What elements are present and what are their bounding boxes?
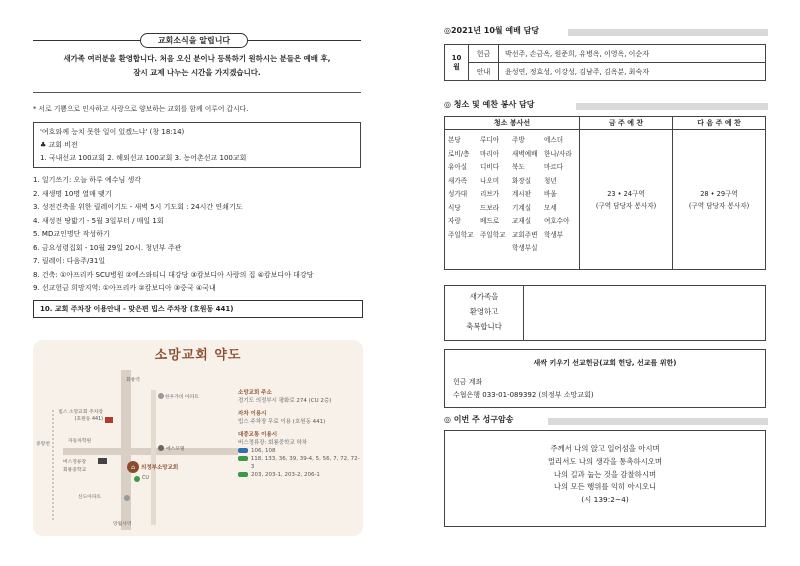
vips-marker [105, 417, 113, 423]
bus-routes: 118, 133, 36, 39, 39-4, 5, 56, 7, 72, 72-3 [250, 456, 360, 470]
area: 주방 [512, 136, 525, 144]
col-header: 다 음 주 예 찬 [673, 117, 766, 130]
car-title: 자차 이용시 [238, 411, 267, 417]
group: 마르다 [544, 163, 564, 171]
offering-title: 새싹 키우기 선교헌금(교회 헌당, 선교를 위한) [533, 359, 677, 367]
offering-account-label: 헌금 계좌 [453, 378, 483, 386]
area: 계시판 [512, 190, 532, 198]
parking-notice: 10. 교회 주차장 이용안내 - 맞은편 빕스 주차장 (호원동 441) [33, 300, 363, 318]
this-week-zones: 23 • 24구역 [607, 189, 645, 198]
news-item: 8. 건축: ①아프리카 SCU병원 ②에스와티니 대강당 ③캄보디아 사랑의 집 ④캄보디아 대강당 [33, 270, 314, 279]
group: 베드로 [480, 217, 500, 225]
map-label-stream: 중랑천 [36, 442, 50, 447]
area-col [512, 134, 544, 256]
bus-color-green [238, 472, 248, 477]
es-hotel-marker [158, 445, 164, 451]
area: 학생부실 [512, 244, 538, 252]
duty-role: 안내 [469, 63, 499, 81]
group: 디비다 [480, 163, 500, 171]
news-banner: 교회소식을 알립니다 [140, 33, 248, 48]
area: 성가대 [448, 190, 468, 198]
area: 북도 [512, 163, 525, 171]
news-item: 6. 금요성령집회 - 10월 29일 20시. 청년부 주관 [33, 243, 182, 252]
group: 청년 [544, 176, 557, 185]
area: 자랑 [448, 217, 461, 225]
church-map [33, 340, 363, 536]
bus-marker [98, 458, 107, 464]
map-label-cu: CU [142, 476, 149, 481]
newcomer-line: 축복합니다 [466, 322, 502, 331]
area: 로비/층 [448, 149, 470, 158]
col-header: 금 주 예 찬 [580, 117, 673, 130]
next-week-cell [673, 130, 766, 270]
group: 모세 [544, 203, 557, 212]
area: 화장실 [512, 176, 532, 185]
this-week-note: (구역 담당자 봉사자) [595, 201, 657, 210]
verse-title: ◎ 이번 주 성구암송 [444, 415, 514, 424]
church-address: 경기도 의정부시 평화로 274 (CU 2층) [238, 398, 332, 404]
map-label-hoeryong-mid: 회룡중학교 [63, 468, 87, 473]
group: 여호수아 [544, 217, 570, 225]
newcomer-line: 환영하고 [469, 307, 499, 316]
intro-note: * 서로 기쁨으로 인사하고 사랑으로 양보하는 교회를 함께 이루어 갑시다. [33, 105, 249, 113]
newcomer-box [444, 285, 766, 341]
area-col [448, 134, 480, 242]
col-header: 청소 봉사선 [445, 117, 580, 130]
bus-color-blue [238, 448, 248, 453]
group: 나오미 [480, 176, 500, 185]
map-label-apt: 한우가비 아파트 [165, 395, 199, 400]
duty-month: 10월 [445, 45, 469, 81]
news-item: 1. 일기쓰기: 오늘 하루 예수님 생각 [33, 176, 142, 184]
map-label-church: 의정부소망교회 [141, 465, 179, 471]
duty-role: 헌금 [469, 45, 499, 63]
verse-box [444, 430, 766, 527]
area: 유아실 [448, 163, 468, 171]
news-item: 9. 선교헌금 희망지역: ①아프리카 ②캄보디아 ③중국 ④국내 [33, 284, 216, 292]
news-item: 5. MD교인명단 작성하기 [33, 230, 110, 238]
vision-items: 1. 국내선교 100교회 2. 해외선교 100교회 3. 농어촌선교 100교회 [40, 154, 247, 162]
cu-marker [134, 476, 140, 482]
side-road [151, 390, 156, 525]
verse-line: 나의 길과 눕는 것을 감찰하시며 [553, 469, 657, 479]
table-row [445, 117, 766, 130]
car-text: 빕스 주차장 무료 이용 (호원동 441) [238, 419, 326, 425]
apt2-marker [124, 495, 130, 501]
map-label-vips: 빕스 소망교회 주차장 (호원동 441) [58, 410, 103, 422]
next-week-note: (구역 담당자 봉사자) [688, 201, 750, 210]
map-label-dobong: 망월사역 [113, 522, 132, 527]
offering-box [444, 349, 766, 408]
transit-title: 대중교통 이용시 [238, 432, 278, 438]
area: 기계실 [512, 203, 532, 212]
area: 교재실 [512, 217, 532, 225]
group: 한나/사라 [544, 149, 572, 158]
bus-line [238, 471, 360, 479]
area: 식당 [448, 203, 461, 212]
group: 마리아 [480, 149, 500, 158]
map-label-es-hotel: 에스모텔 [166, 447, 185, 452]
table-row [445, 45, 766, 63]
cleaning-title: ◎ 청소 및 예찬 봉사 담당 [444, 100, 535, 109]
divider [33, 92, 361, 93]
bus-routes: 106, 108 [251, 448, 276, 454]
group: 에스더 [544, 136, 564, 144]
group: 학생부 [544, 230, 564, 239]
duty-names: 윤성연, 정효성, 이강성, 김남주, 김옥분, 최숙자 [499, 63, 766, 81]
group-col [544, 134, 576, 242]
transit-text: 버스정류장: 회룡중학교 하차 [238, 440, 308, 446]
group: 드보라 [480, 203, 500, 212]
welcome-line-1: 새가족 여러분을 환영합니다. 처음 오신 분이나 등록하기 원하시는 분들은 예배 후, [63, 54, 331, 63]
area: 본당 [448, 136, 461, 144]
vision-verse: '여호와께 능치 못한 일이 있겠느냐' (창 18:14) [40, 128, 185, 136]
offering-account: 수협은행 033-01-089392 (의정부 소망교회) [453, 391, 594, 399]
svg-text:⌂: ⌂ [131, 464, 135, 471]
newcomer-label [445, 286, 524, 340]
bus-line [238, 447, 360, 455]
area: 새가족 [448, 176, 468, 185]
bus-line [238, 455, 360, 471]
cleaning-table [444, 116, 766, 270]
title-bar [548, 418, 768, 425]
map-label-apt2: 신도아파트 [78, 495, 102, 500]
group: 바울 [544, 190, 557, 198]
area: 교회주변 [512, 230, 538, 239]
welcome-message [40, 52, 354, 80]
news-list [33, 174, 363, 296]
table-row [445, 130, 766, 270]
map-label-station: 회룡역 [126, 378, 140, 383]
verse-line: 나의 모든 행위를 익히 아시오니 [553, 482, 657, 492]
title-bar [576, 103, 768, 110]
this-week-cell [580, 130, 673, 270]
area: 새벽예배 [512, 149, 538, 158]
newcomer-line: 새가족을 [469, 292, 499, 301]
bus-color-green [238, 456, 248, 461]
duty-table [444, 44, 766, 81]
group: 리브가 [480, 190, 500, 198]
map-label-busstop: 버스정류장 [63, 460, 87, 465]
map-label-car-school: 자동차학원 [68, 439, 92, 444]
news-item: 7. 릴레이: 다음주/31일 [33, 257, 106, 265]
vision-box [33, 122, 361, 168]
apt-marker [158, 393, 164, 399]
group-col [480, 134, 512, 242]
news-item: 2. 새생명 10명 열매 맺기 [33, 189, 112, 198]
verse-line: 멀리서도 나의 생각을 통촉하시오며 [547, 456, 663, 466]
duty-title: ◎2021년 10월 예배 담당 [444, 26, 540, 35]
group: 주일학교 [480, 230, 506, 239]
welcome-line-2: 잠시 교제 나누는 시간을 가지겠습니다. [133, 68, 261, 77]
verse-reference: (시 139:2~4) [581, 495, 629, 505]
church-address-title: 소망교회 주소 [238, 390, 272, 396]
next-week-zones: 28 • 29구역 [700, 189, 738, 198]
cleaning-areas [445, 130, 580, 270]
title-bar [568, 29, 768, 36]
duty-names: 박선주, 손금옥, 원준희, 유병옥, 이영옥, 이순자 [499, 45, 766, 63]
cross-road [63, 448, 238, 455]
area: 주일학교 [448, 230, 474, 239]
news-item: 4. 새성전 땅밟기 - 5월 3일부터 / 매일 1회 [33, 216, 164, 225]
table-row [445, 63, 766, 81]
news-item: 3. 성전건축을 위한 릴레이기도 - 새벽 5시 기도회 : 24시간 연쇄기도 [33, 203, 243, 211]
verse-line: 주께서 나의 앉고 일어섬을 아시며 [550, 444, 660, 453]
map-info [238, 384, 360, 479]
group: 루디아 [480, 136, 500, 144]
vision-heading: ♣ 교회 비전 [40, 141, 78, 149]
bus-routes: 203, 203-1, 203-2, 206-1 [251, 472, 320, 478]
map-title: 소망교회 약도 [154, 348, 242, 363]
